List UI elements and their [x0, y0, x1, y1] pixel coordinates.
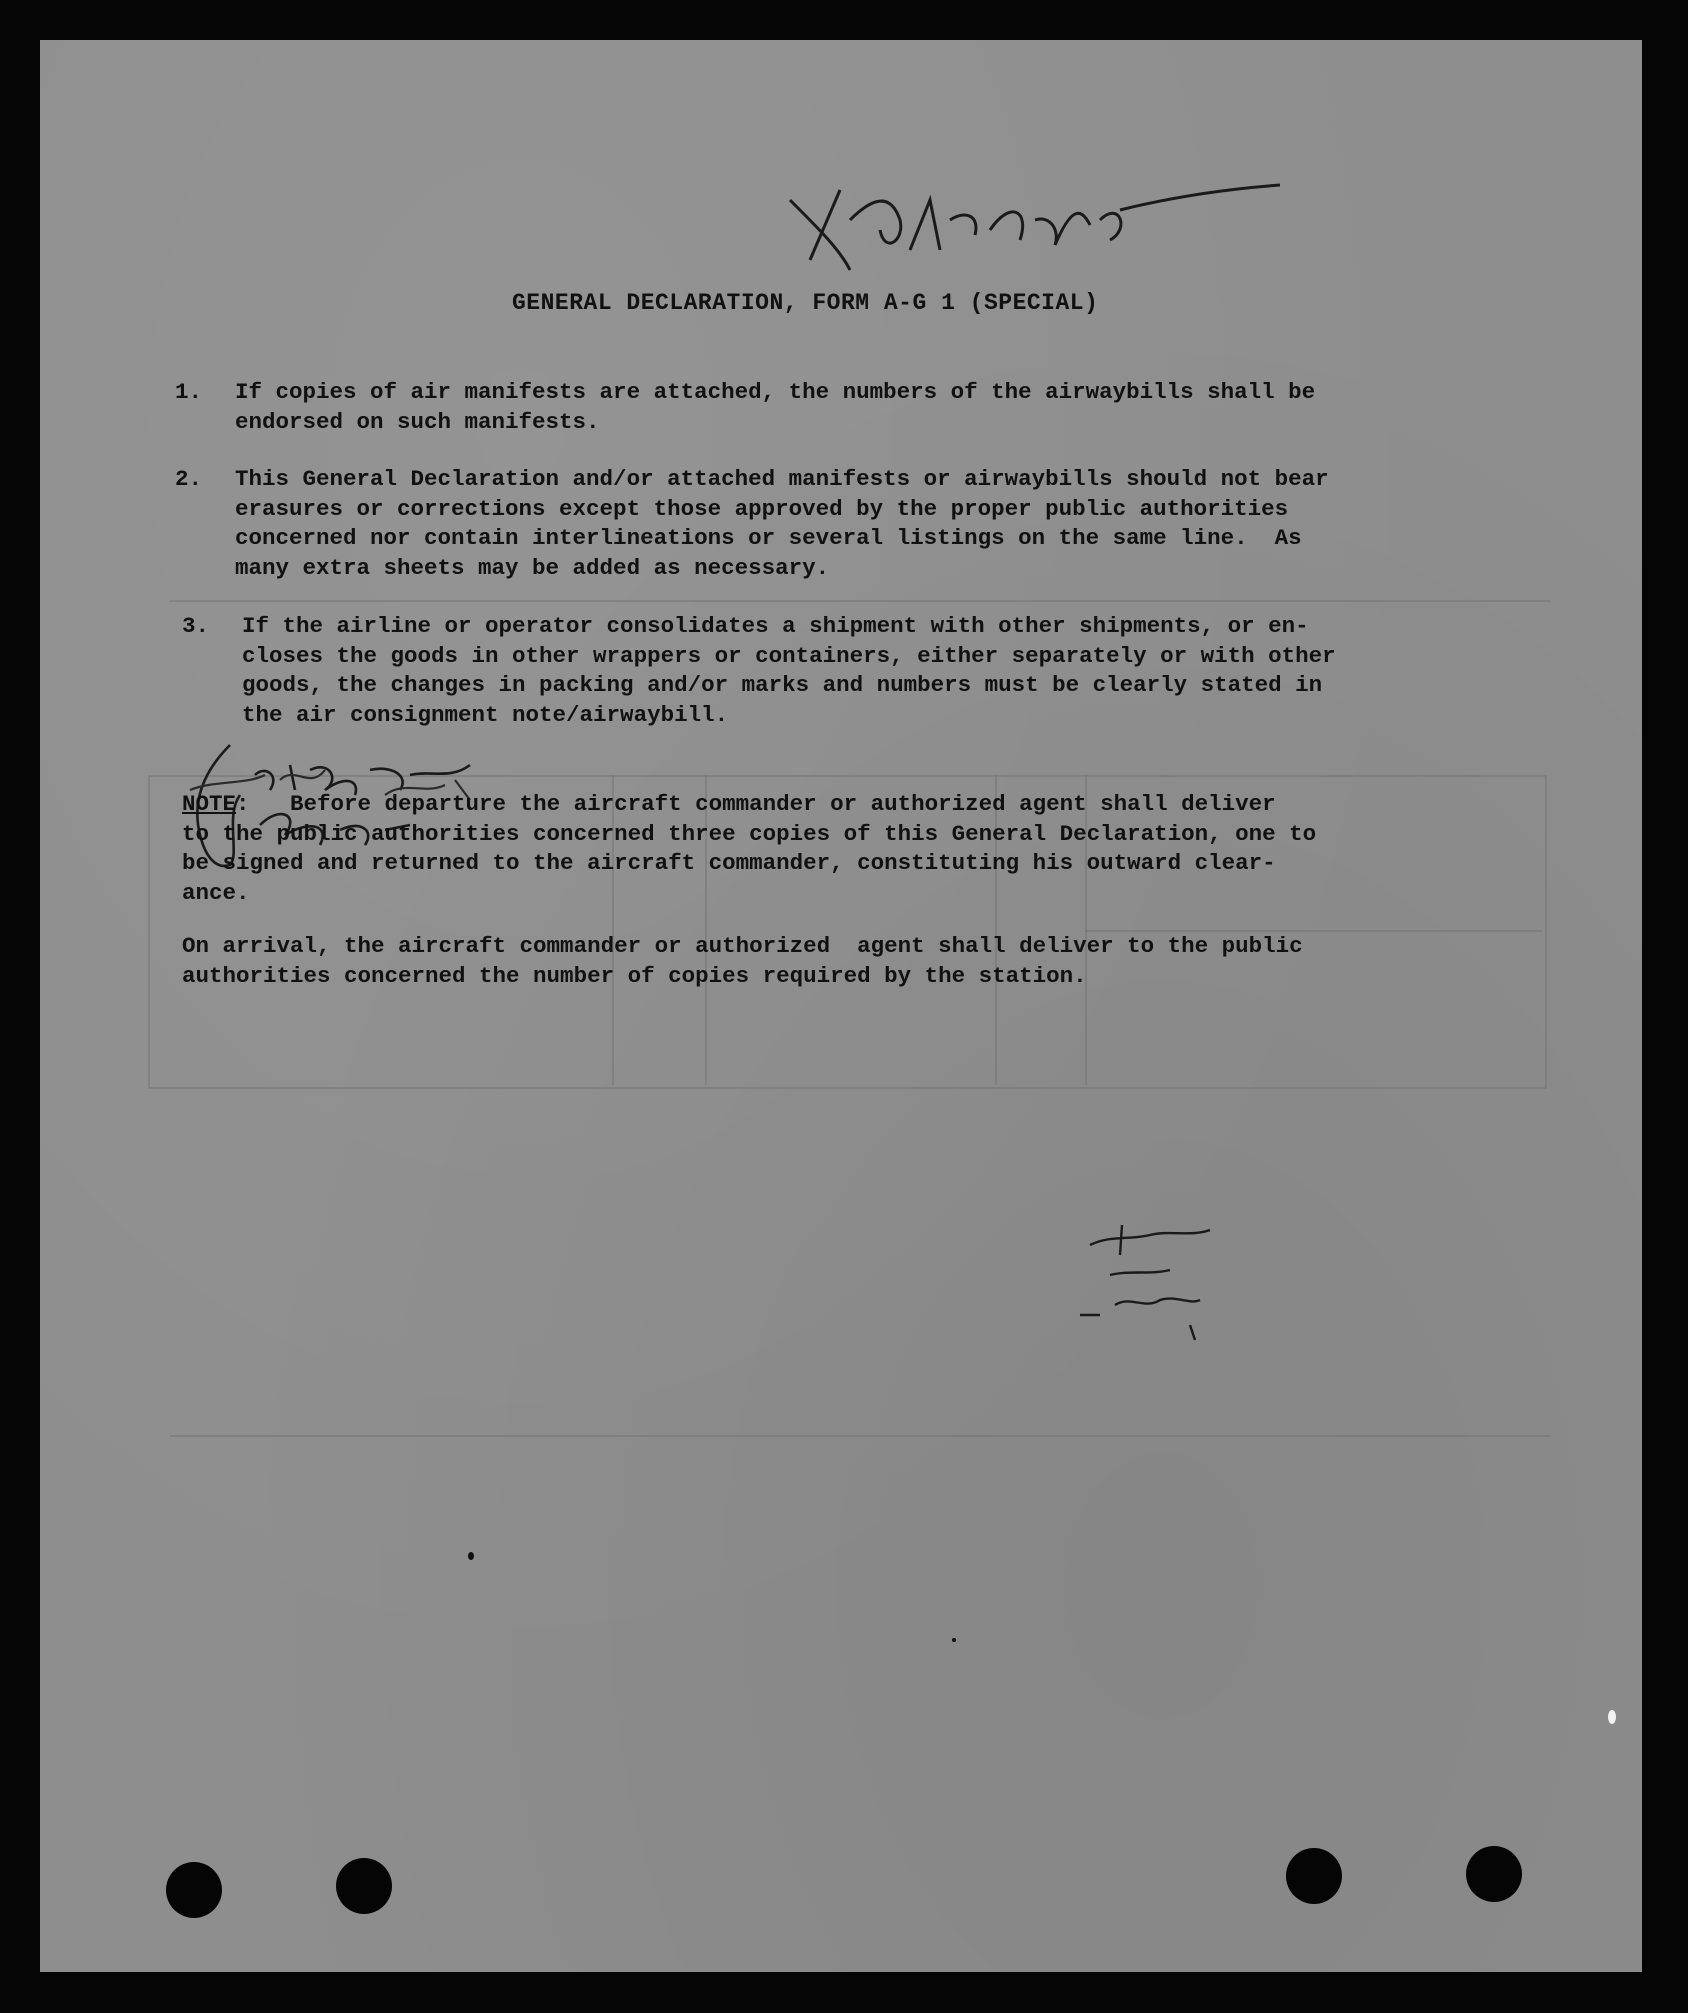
list-item-line: many extra sheets may be added as necessary. [235, 554, 830, 581]
list-item-1 [175, 378, 1535, 440]
punch-hole [166, 1862, 222, 1918]
note-paragraph [182, 790, 1552, 908]
bleed-through-rule [170, 1435, 1550, 1437]
note-text: : Before departure the aircraft commander or authorized agent shall deliver [236, 791, 1276, 817]
list-item-2 [175, 465, 1535, 585]
punch-hole [336, 1858, 392, 1914]
speck [952, 1638, 956, 1642]
punch-hole [1286, 1848, 1342, 1904]
document-sheet [40, 40, 1642, 1972]
list-item-number: 3. [182, 613, 210, 639]
note-line: ance. [182, 879, 250, 906]
list-item-3 [182, 612, 1542, 732]
list-item-line: If copies of air manifests are attached, the numbers of the airwaybills shall be [235, 379, 1316, 405]
note-first-line [182, 790, 1552, 820]
arrival-line: On arrival, the aircraft commander or authorized agent shall deliver to the public [182, 933, 1303, 959]
list-item-line: goods, the changes in packing and/or marks and numbers must be clearly stated in [242, 672, 1323, 698]
list-item-number: 2. [175, 466, 203, 492]
speck [468, 1552, 474, 1560]
arrival-line: authorities concerned the number of copies required by the station. [182, 962, 1087, 989]
speck [1608, 1710, 1616, 1724]
punch-hole [1466, 1846, 1522, 1902]
note-line: be signed and returned to the aircraft commander, constituting his outward clear- [182, 850, 1276, 876]
list-item-line: closes the goods in other wrappers or containers, either separately or with other [242, 642, 1336, 669]
list-item-line: erasures or corrections except those approved by the proper public authorities [235, 495, 1289, 522]
note-line: to the public authorities concerned three copies of this General Declaration, one to [182, 820, 1317, 847]
handwritten-scribble [780, 160, 1300, 300]
list-item-line: concerned nor contain interlineations or several listings on the same line. As [235, 525, 1302, 551]
bleed-through-rule [170, 600, 1550, 602]
list-item-line: If the airline or operator consolidates a shipment with other shipments, or en- [242, 613, 1309, 639]
list-item-line: endorsed on such manifests. [235, 408, 600, 435]
list-item-line: the air consignment note/airwaybill. [242, 701, 729, 728]
handwritten-annotation [1050, 1215, 1270, 1375]
list-item-number: 1. [175, 379, 203, 405]
form-title: GENERAL DECLARATION, FORM A-G 1 (SPECIAL) [512, 290, 1099, 316]
arrival-paragraph [182, 932, 1552, 991]
list-item-line: This General Declaration and/or attached manifests or airwaybills should not bear [235, 466, 1329, 492]
note-label: NOTE [182, 791, 237, 817]
